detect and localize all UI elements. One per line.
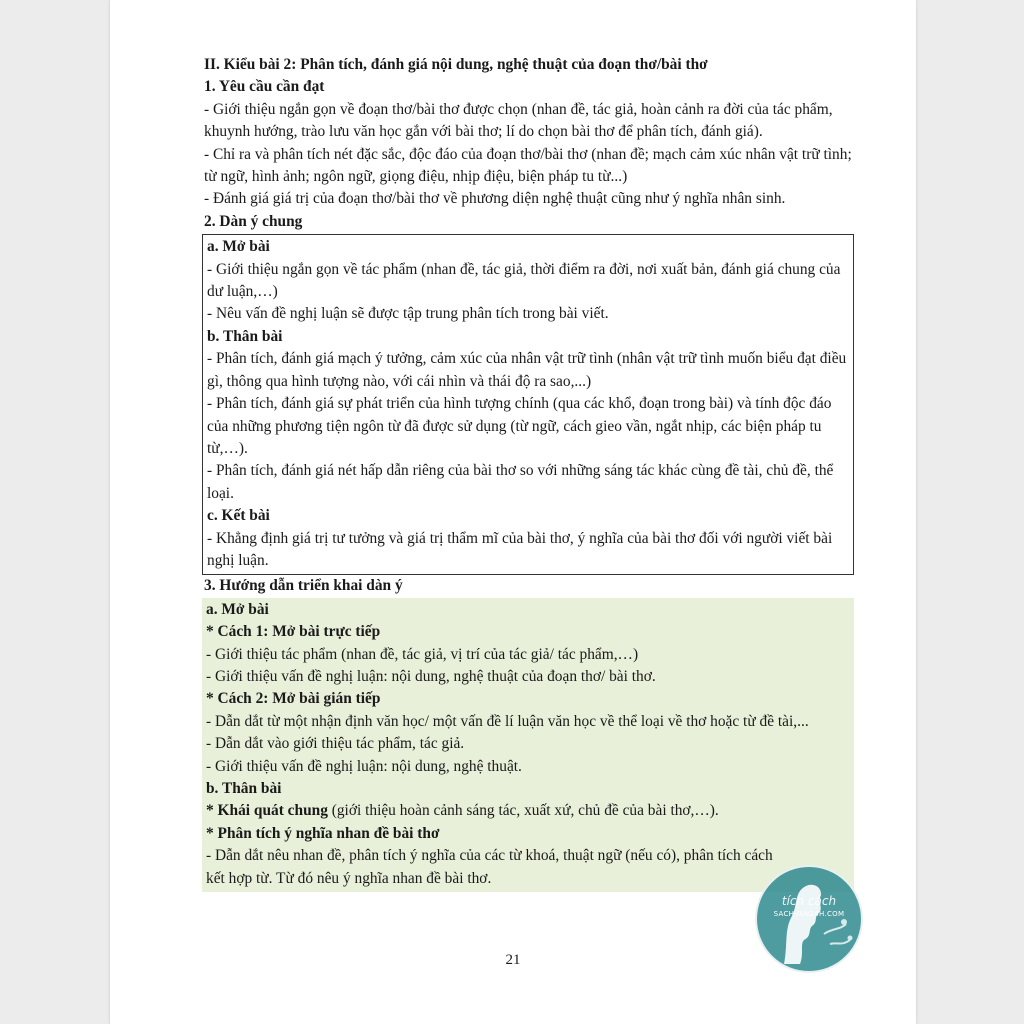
watermark-logo bbox=[754, 864, 864, 974]
outline-than-bai-title: b. Thân bài bbox=[207, 327, 283, 345]
guide-item: - Giới thiệu vấn đề nghị luận: nội dung, nghệ thuật. bbox=[206, 757, 522, 775]
section-title: II. Kiểu bài 2: Phân tích, đánh giá nội dung, nghệ thuật của đoạn thơ/bài thơ bbox=[204, 56, 708, 73]
khai-quat-paragraph bbox=[206, 800, 850, 822]
outline-box bbox=[202, 234, 854, 575]
outline-item: - Khẳng định giá trị tư tưởng và giá trị thẩm mĩ của bài thơ, ý nghĩa của bài thơ đối với người viết bài nghị luận. bbox=[207, 529, 833, 569]
page-number: 21 bbox=[505, 952, 521, 968]
cach1-title: * Cách 1: Mở bài trực tiếp bbox=[206, 623, 381, 641]
outline-ket-bai-title: c. Kết bài bbox=[207, 507, 270, 525]
guide-item: - Dẫn dắt từ một nhận định văn học/ một vấn đề lí luận văn học về thể loại về thơ hoặc từ đề tài,... bbox=[206, 712, 809, 730]
outline-item: - Phân tích, đánh giá sự phát triển của hình tượng chính (qua các khổ, đoạn trong bài) và tính độc đáo của những phương tiện ngôn từ đã được sử dụng (từ ngữ, cách gieo vần, ngắt nhịp, các biện pháp tu từ,…). bbox=[207, 395, 832, 457]
watermark-script-text: tích cách bbox=[781, 894, 837, 908]
requirement-item: - Chỉ ra và phân tích nét đặc sắc, độc đáo của đoạn thơ/bài thơ (nhan đề; mạch cảm xúc nhân vật trữ tình; từ ngữ, hình ảnh; ngôn ngữ, giọng điệu, nhịp điệu, biện pháp tu từ...) bbox=[204, 145, 852, 186]
outline-item: - Giới thiệu ngắn gọn về tác phẩm (nhan đề, tác giả, thời điểm ra đời, nơi xuất bản, đánh giá chung của dư luận,…) bbox=[207, 260, 841, 301]
cach2-title: * Cách 2: Mở bài gián tiếp bbox=[206, 690, 381, 708]
guide-than-bai-title: b. Thân bài bbox=[206, 780, 282, 797]
requirement-item: - Giới thiệu ngắn gọn về đoạn thơ/bài thơ được chọn (nhan đề, tác giả, hoàn cảnh ra đời của tác phẩm, khuynh hướng, trào lưu văn học gắn với bài thơ; lí do chọn bài thơ để phân tích, đánh giá). bbox=[204, 100, 833, 141]
watermark-site-text: SACHVAN24H.COM bbox=[773, 910, 845, 918]
outline-item: - Phân tích, đánh giá nét hấp dẫn riêng của bài thơ so với những sáng tác khác cùng đề tài, chủ đề, thể loại. bbox=[207, 462, 834, 502]
outline-item: - Phân tích, đánh giá mạch ý tưởng, cảm xúc của nhân vật trữ tình (nhân vật trữ tình muốn biểu đạt điều gì, thông qua hình tượng nào, với cái nhìn và thái độ ra sao,...) bbox=[207, 350, 847, 390]
guide-item: - Giới thiệu tác phẩm (nhan đề, tác giả, vị trí của tác giả/ tác phẩm,…) bbox=[206, 645, 639, 663]
nhan-de-text: - Dẫn dắt nêu nhan đề, phân tích ý nghĩa của các từ khoá, thuật ngữ (nếu có), phân tích cách kết hợp từ. Từ đó nêu ý nghĩa nhan đề bài thơ. bbox=[206, 847, 773, 887]
guide-item: - Giới thiệu vấn đề nghị luận: nội dung, nghệ thuật của đoạn thơ/ bài thơ. bbox=[206, 667, 656, 685]
requirements-heading: 1. Yêu cầu cần đạt bbox=[204, 78, 325, 96]
guide-item: - Dẫn dắt vào giới thiệu tác phẩm, tác giả. bbox=[206, 735, 465, 753]
guide-mo-bai-title: a. Mở bài bbox=[206, 600, 269, 618]
outline-heading: 2. Dàn ý chung bbox=[204, 212, 303, 230]
guide-highlight-box bbox=[202, 598, 854, 892]
guide-heading: 3. Hướng dẫn triển khai dàn ý bbox=[204, 577, 403, 595]
nhan-de-title: * Phân tích ý nghĩa nhan đề bài thơ bbox=[206, 824, 440, 842]
khai-quat-label: * Khái quát chung bbox=[206, 802, 328, 820]
outline-mo-bai-title: a. Mở bài bbox=[207, 238, 270, 256]
khai-quat-text: (giới thiệu hoàn cảnh sáng tác, xuất xứ, chủ đề của bài thơ,…). bbox=[327, 802, 719, 820]
page-content bbox=[204, 54, 852, 892]
requirement-item: - Đánh giá giá trị của đoạn thơ/bài thơ về phương diện nghệ thuật cũng như ý nghĩa nhân sinh. bbox=[204, 190, 786, 208]
woman-silhouette-icon bbox=[754, 864, 864, 974]
outline-item: - Nêu vấn đề nghị luận sẽ được tập trung phân tích trong bài viết. bbox=[207, 305, 609, 323]
